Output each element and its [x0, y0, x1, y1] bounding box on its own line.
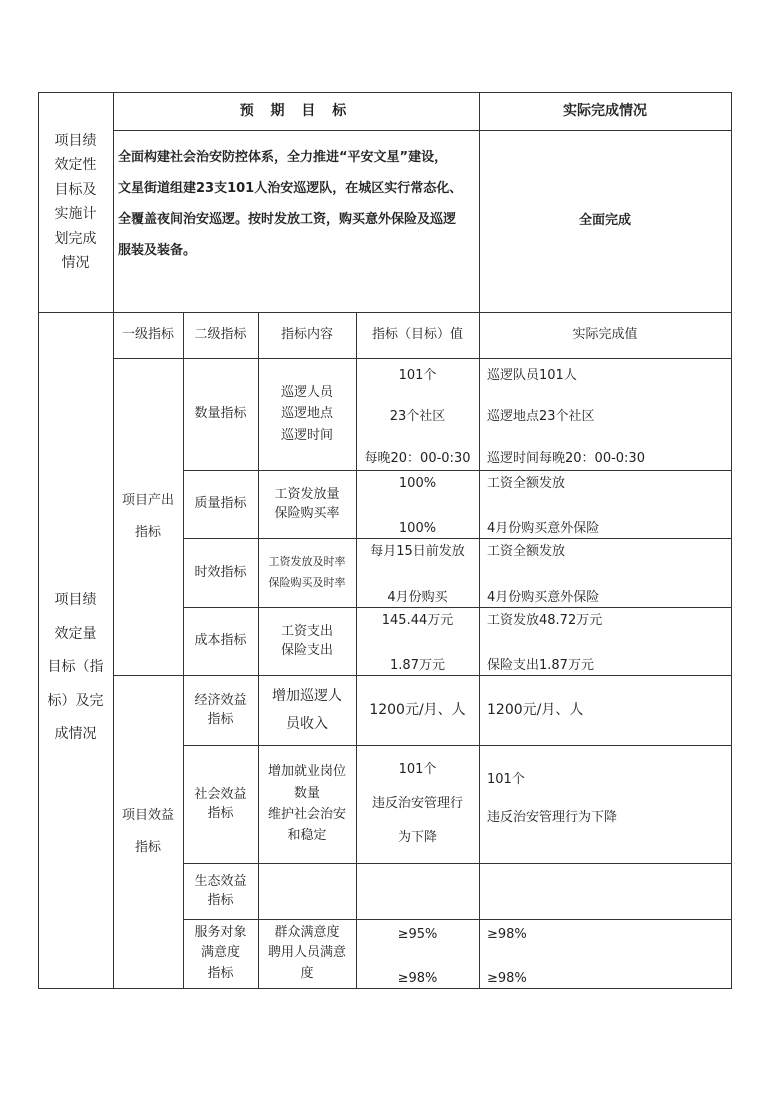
row-target-line: ≥95% [397, 927, 438, 942]
row-content-line: 工资发放量 [274, 486, 340, 502]
row-target-line: 为下降 [397, 829, 437, 845]
row-line [183, 863, 732, 864]
row-level2: 时效指标 [194, 564, 247, 580]
row-content-line: 保险购买率 [274, 506, 340, 521]
quantitative-label-line: 目标（指 [47, 659, 104, 676]
row-level2-line: 指标 [207, 965, 234, 981]
qualitative-label-line: 情况 [61, 255, 90, 271]
quantitative-label-line: 效定量 [54, 625, 97, 642]
row-actual-line: 工资全额发放 [487, 544, 566, 559]
row-actual [479, 470, 731, 538]
row-content-line: 数量 [293, 785, 320, 801]
row-content-line: 巡逻人员 [280, 384, 333, 400]
row-target-line: 1.87万元 [390, 657, 445, 673]
row-content [258, 919, 356, 988]
row-target [356, 358, 479, 470]
quantitative-label-line: 标）及完 [47, 692, 104, 709]
row-target [356, 470, 479, 538]
row-level2: 成本指标 [194, 633, 247, 649]
row-level2: 数量指标 [194, 406, 247, 422]
table-border-right [731, 92, 732, 989]
row-level2-line: 指标 [207, 806, 234, 821]
row-actual-line: 巡逻时间每晚20：00-0:30 [487, 450, 645, 466]
performance-table [38, 92, 732, 989]
quantitative-label [38, 358, 113, 988]
row-actual-line: 4月份购买意外保险 [487, 520, 600, 536]
row-content-line: 工资支出 [280, 623, 333, 639]
row-content [258, 538, 356, 607]
row-actual-line: 巡逻地点23个社区 [487, 409, 595, 425]
row-level2-line: 生态效益 [194, 873, 247, 889]
row-target-line: 违反治安管理行 [371, 796, 463, 812]
row-target-line: ≥98% [397, 970, 438, 986]
row-target-line: 101个 [398, 368, 437, 383]
row-content [258, 358, 356, 470]
row-level2 [183, 675, 258, 745]
row-actual-line: ≥98% [487, 970, 527, 986]
row-actual-line: 违反治安管理行为下降 [487, 810, 618, 825]
row-level2-line: 指标 [207, 893, 234, 908]
row-level2 [183, 863, 258, 919]
row-target-line: 23个社区 [389, 409, 446, 425]
row-actual-line: 巡逻队员101人 [487, 368, 577, 383]
row-level2-line: 服务对象 [194, 925, 247, 941]
row-actual-line: 保险支出1.87万元 [487, 657, 594, 673]
expected-goal-line: 全面构建社会治安防控体系，全力推进“平安文星”建设， [118, 150, 448, 165]
row-actual: 1200元/月、人 [487, 701, 584, 718]
qualitative-label-line: 划完成 [54, 230, 97, 247]
qualitative-label-line: 实施计 [54, 206, 97, 222]
row-target [356, 919, 479, 988]
row-level2-line: 经济效益 [194, 692, 247, 708]
row-target: 1200元/月、人 [369, 701, 466, 718]
row-actual [479, 745, 731, 863]
group-output-line: 项目产出 [121, 493, 174, 509]
row-target [356, 538, 479, 607]
header-target: 指标（目标）值 [371, 327, 463, 343]
expected-goal-text [118, 142, 478, 266]
qualitative-label-line: 项目绩 [54, 132, 97, 149]
row-target-line: 4月份购买 [387, 589, 448, 605]
row-actual-line: 工资发放48.72万元 [487, 613, 603, 628]
row-content-line: 度 [300, 965, 314, 981]
row-actual-line: ≥98% [487, 927, 527, 942]
row-content-line: 维护社会治安 [267, 807, 346, 822]
row-actual [479, 538, 731, 607]
row-content-line: 巡逻地点 [280, 406, 333, 422]
qualitative-label-line: 效定性 [54, 157, 97, 173]
row-target-line: 145.44万元 [381, 613, 454, 628]
row-target-line: 每晚20：00-0:30 [364, 450, 471, 466]
row-content-line: 巡逻时间 [280, 427, 333, 443]
row-content [258, 745, 356, 863]
header-level1: 一级指标 [121, 327, 174, 343]
row-level2-line: 社会效益 [194, 786, 247, 802]
row-level2-line: 指标 [207, 712, 234, 727]
row-target [356, 607, 479, 675]
group-output-indicator [113, 358, 183, 675]
row-target-line: 100% [398, 520, 437, 536]
group-benefit-line: 项目效益 [121, 808, 174, 824]
group-benefit-indicator [113, 675, 183, 988]
actual-completion-text: 全面完成 [578, 213, 631, 229]
row-content-line: 和稳定 [287, 828, 327, 844]
row-level2 [183, 745, 258, 863]
row-level2: 质量指标 [194, 496, 247, 512]
row-content-line: 保险支出 [280, 643, 333, 658]
actual-completion-header: 实际完成情况 [563, 102, 647, 119]
row-actual-line: 工资全额发放 [487, 476, 566, 491]
row-actual [479, 358, 731, 470]
row-actual [479, 607, 731, 675]
expected-goal-header: 预 期 目 标 [239, 102, 353, 119]
header-content: 指标内容 [280, 327, 333, 343]
row-content-line: 聘用人员满意 [267, 945, 346, 961]
group-output-line: 指标 [134, 524, 161, 540]
expected-goal-line: 全覆盖夜间治安巡逻。按时发放工资，购买意外保险及巡逻 [118, 212, 457, 227]
expected-goal-line: 服装及装备。 [118, 243, 197, 258]
row-target-line: 每月15日前发放 [370, 544, 465, 559]
group-benefit-line: 指标 [134, 839, 161, 855]
row-content-line: 保险购买及时率 [268, 575, 346, 589]
qualitative-label-line: 目标及 [54, 181, 97, 198]
row-actual [479, 919, 731, 988]
row-content [258, 470, 356, 538]
row-content [258, 675, 356, 745]
row-content [258, 607, 356, 675]
row-content-line: 群众满意度 [274, 925, 340, 941]
table-border-bottom [38, 988, 732, 989]
qualitative-label [38, 92, 113, 312]
row-actual-line: 101个 [487, 772, 525, 788]
row-content-line: 增加巡逻人 [272, 688, 342, 704]
row-target [356, 745, 479, 863]
row-content-line: 增加就业岗位 [267, 764, 346, 780]
row-target-line: 100% [398, 476, 437, 491]
row-content-line: 员收入 [286, 716, 328, 732]
row-level2-line: 满意度 [200, 945, 240, 961]
expected-goal-line: 文星街道组建23支101人治安巡逻队，在城区实行常态化、 [118, 181, 463, 196]
quantitative-label-line: 成情况 [54, 726, 97, 743]
row-actual-line: 4月份购买意外保险 [487, 589, 600, 605]
header-level2: 二级指标 [194, 327, 247, 343]
row-level2 [183, 919, 258, 988]
row-content-line: 工资发放及时率 [268, 554, 346, 568]
quantitative-label-line: 项目绩 [54, 592, 97, 609]
row-target-line: 101个 [398, 762, 437, 778]
header-actual: 实际完成值 [572, 327, 638, 343]
